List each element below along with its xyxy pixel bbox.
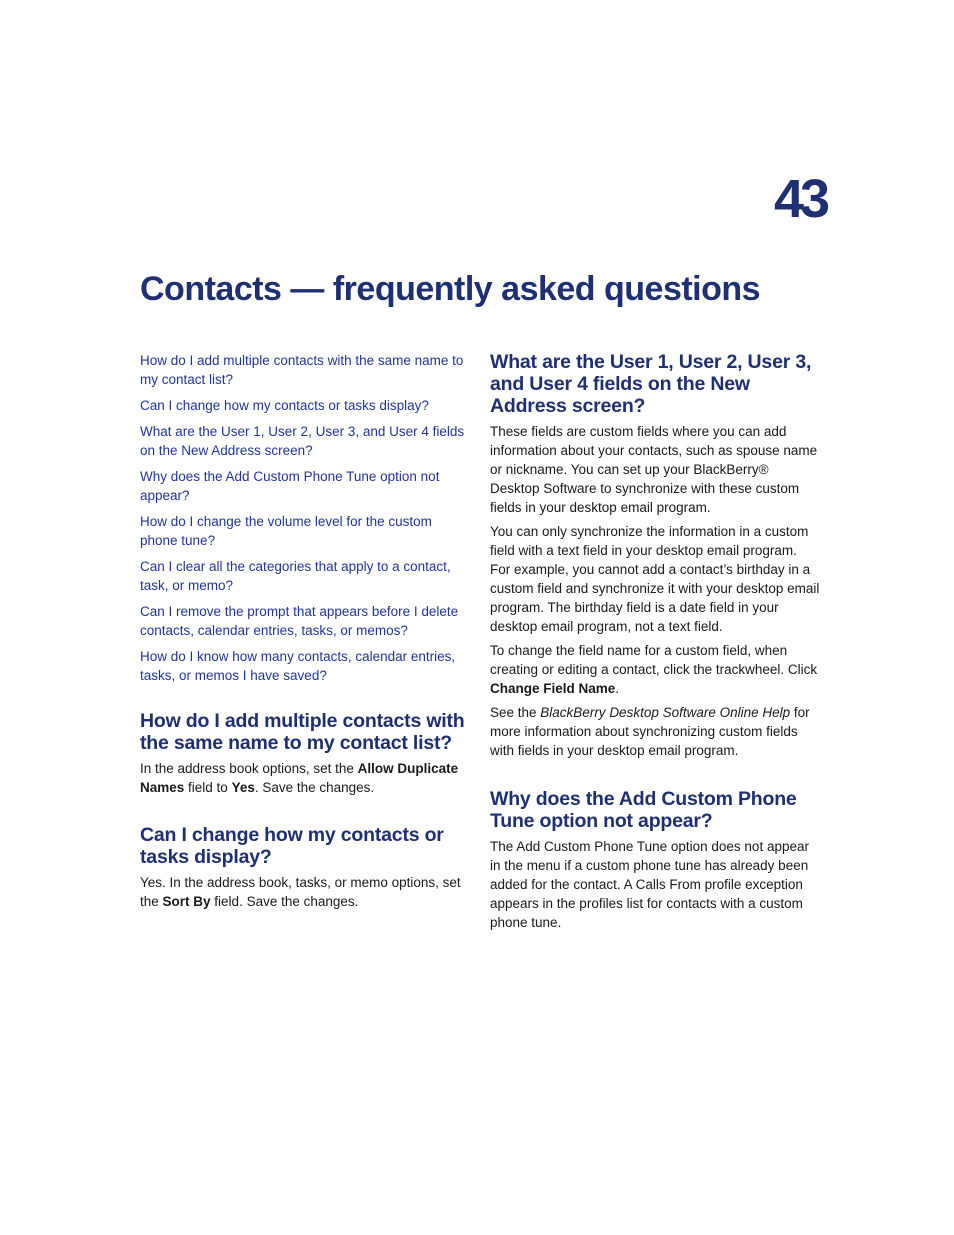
toc-link-duplicate-contacts[interactable]: How do I add multiple contacts with the same name to my contact list? (140, 353, 464, 387)
text-run: . Save the changes. (254, 780, 375, 795)
section-body: These fields are custom fields where you can add information about your contacts, such as spouse name or nickname. You can set up your BlackBerry® Desktop Software to synchronize with these custom fields in your desktop email program. (490, 424, 818, 515)
toc-item (140, 351, 470, 389)
toc-link-remove-delete-prompt[interactable]: Can I remove the prompt that appears before I delete contacts, calendar entries, tasks, or memos? (140, 604, 459, 638)
document-title-reference: BlackBerry Desktop Software Online Help (540, 705, 791, 720)
toc-item (140, 557, 470, 595)
text-run: field. Save the changes. (210, 894, 359, 909)
page-title: Contacts — frequently asked questions (140, 270, 761, 308)
toc-link-clear-categories[interactable]: Can I clear all the categories that apply to a contact, task, or memo? (140, 559, 451, 593)
toc-item (140, 422, 470, 460)
text-run: . (615, 681, 620, 696)
toc-list (140, 351, 470, 685)
section-user-fields (490, 351, 820, 760)
text-run: field to (184, 780, 232, 795)
toc-link-count-saved-items[interactable]: How do I know how many contacts, calendar entries, tasks, or memos I have saved? (140, 649, 456, 683)
section-heading: Can I change how my contacts or tasks display? (140, 824, 444, 868)
toc-item (140, 512, 470, 550)
section-body (140, 759, 470, 797)
toc-link-user-fields[interactable]: What are the User 1, User 2, User 3, and User 4 fields on the New Address screen? (140, 424, 465, 458)
section-duplicate-contacts (140, 710, 470, 797)
field-name-sort-by: Sort By (162, 894, 211, 909)
section-body (140, 873, 470, 911)
text-run: To change the field name for a custom field, when creating or editing a contact, click the trackwheel. Click (490, 643, 818, 677)
section-body: The Add Custom Phone Tune option does not appear in the menu if a custom phone tune has already been added for the contact. A Calls From profile exception appears in the profiles list for contacts with a custom phone tune. (490, 839, 809, 930)
section-change-display (140, 824, 470, 911)
section-heading: What are the User 1, User 2, User 3, and User 4 fields on the New Address screen? (490, 351, 812, 417)
left-column (140, 351, 470, 911)
section-body (490, 641, 820, 698)
text-run: See the (490, 705, 541, 720)
toc-link-change-display[interactable]: Can I change how my contacts or tasks display? (140, 398, 429, 413)
field-name-allow-duplicate-names: Allow Duplicate Names (140, 761, 459, 795)
section-body: You can only synchronize the information in a custom field with a text field in your desktop email program. For example, you cannot add a contact’s birthday in a custom field and synchronize it with your desktop email program. The birthday field is a date field in your desktop email program, not a text field. (490, 524, 820, 634)
toc-item (140, 467, 470, 505)
section-heading: How do I add multiple contacts with the same name to my contact list? (140, 710, 465, 754)
toc-item (140, 647, 470, 685)
section-heading: Why does the Add Custom Phone Tune option not appear? (490, 788, 797, 832)
toc-link-phone-tune-option[interactable]: Why does the Add Custom Phone Tune option not appear? (140, 469, 440, 503)
text-run: In the address book options, set the (140, 761, 358, 776)
toc-item (140, 602, 470, 640)
text-run: Yes. In the address book, tasks, or memo options, set the (140, 875, 461, 909)
toc-item (140, 396, 470, 415)
toc-link-phone-tune-volume[interactable]: How do I change the volume level for the custom phone tune? (140, 514, 432, 548)
section-body (490, 703, 820, 760)
menu-item-change-field-name: Change Field Name (490, 681, 616, 696)
field-value-yes: Yes (231, 780, 255, 795)
chapter-number: 43 (773, 169, 827, 229)
right-column (490, 351, 820, 932)
text-run: for more information about synchronizing custom fields with fields in your desktop email program. (490, 705, 810, 758)
section-phone-tune (490, 788, 820, 932)
